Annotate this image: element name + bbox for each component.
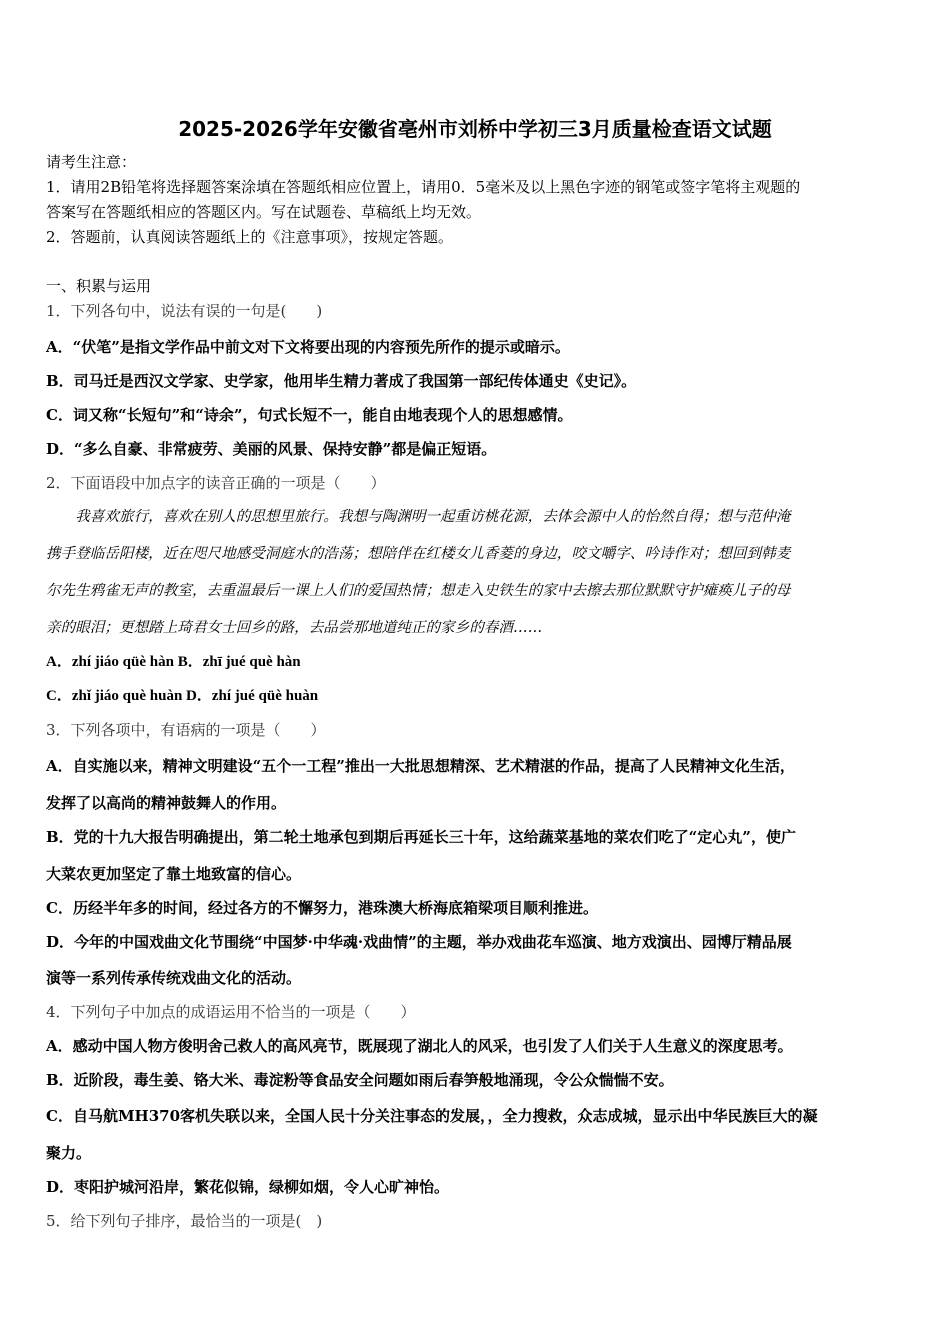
- notice-item-2: 2．答题前，认真阅读答题纸上的《注意事项》，按规定答题。: [46, 228, 454, 246]
- section-heading: 一、积累与运用: [46, 277, 152, 295]
- question-4-stem: 4．下列句子中加点的成语运用不恰当的一项是（ ）: [46, 1003, 416, 1021]
- question-5-stem: 5．给下列句子排序，最恰当的一项是( ): [46, 1212, 323, 1230]
- page-title: 2025-2026学年安徽省亳州市刘桥中学初三3月质量检查语文试题: [178, 117, 772, 141]
- question-1-option-b: B．司马迁是西汉文学家、史学家，他用毕生精力著成了我国第一部纪传体通史《史记》。: [46, 372, 637, 390]
- question-4-option-c-line-2: 聚力。: [46, 1144, 92, 1162]
- question-4-option-d: D．枣阳护城河沿岸，繁花似锦，绿柳如烟，令人心旷神怡。: [46, 1178, 450, 1196]
- question-1-option-a: A．“伏笔”是指文学作品中前文对下文将要出现的内容预先所作的提示或暗示。: [46, 338, 570, 356]
- question-2-passage-line-1: 我喜欢旅行，喜欢在别人的思想里旅行。我想与陶渊明一起重访桃花源，去体会源中人的怡然自得；想与范仲淹: [46, 508, 791, 525]
- question-1-option-c: C．词又称“长短句”和“诗余”，句式长短不一，能自由地表现个人的思想感情。: [46, 406, 573, 424]
- question-2-passage-line-2: 携手登临岳阳楼，近在咫尺地感受洞庭水的浩荡；想陪伴在红楼女儿香菱的身边，咬文嚼字、吟诗作对；想回到韩麦: [46, 545, 791, 562]
- question-4-option-c-line-1: C．自马航MH370客机失联以来，全国人民十分关注事态的发展，，全力搜救，众志成城，显示出中华民族巨大的凝: [46, 1107, 818, 1125]
- question-3-option-a-line-1: A．自实施以来，精神文明建设“五个一工程”推出一大批思想精深、艺术精湛的作品，提高了人民精神文化生活，: [46, 757, 795, 775]
- notice-item-1-line-1: 1．请用2B铅笔将选择题答案涂填在答题纸相应位置上，请用0．5毫米及以上黑色字迹的钢笔或签字笔将主观题的: [46, 178, 801, 196]
- question-4-option-b: B．近阶段，毒生姜、铬大米、毒淀粉等食品安全问题如雨后春笋般地涌现，令公众惴惴不安。: [46, 1071, 674, 1089]
- question-2-passage-line-4: 亲的眼泪；更想踏上琦君女士回乡的路，去品尝那地道纯正的家乡的春酒……: [46, 619, 543, 636]
- question-2-passage-line-3: 尔先生鸦雀无声的教室，去重温最后一课上人们的爱国热情；想走入史铁生的家中去擦去那位默默守护瘫痪儿子的母: [46, 582, 791, 599]
- question-3-option-b-line-1: B．党的十九大报告明确提出，第二轮土地承包到期后再延长三十年，这给蔬菜基地的菜农们吃了“定心丸”，使广: [46, 828, 796, 846]
- question-3-option-d-line-2: 演等一系列传承传统戏曲文化的活动。: [46, 969, 302, 987]
- question-2-stem: 2．下面语段中加点字的读音正确的一项是（ ）: [46, 474, 386, 492]
- question-1-option-d: D．“多么自豪、非常疲劳、美丽的风景、保持安静”都是偏正短语。: [46, 440, 497, 458]
- question-3-option-b-line-2: 大菜农更加坚定了靠土地致富的信心。: [46, 865, 302, 883]
- question-3-option-a-line-2: 发挥了以高尚的精神鼓舞人的作用。: [46, 794, 287, 812]
- question-3-stem: 3．下列各项中，有语病的一项是（ ）: [46, 721, 326, 739]
- question-2-options-cd: C．zhǐ jiáo què huàn D．zhí jué qüè huàn: [46, 688, 319, 704]
- notice-heading: 请考生注意：: [46, 153, 137, 171]
- question-4-option-a: A．感动中国人物方俊明舍己救人的高风亮节，既展现了湖北人的风采，也引发了人们关于人生意义的深度思考。: [46, 1037, 793, 1055]
- question-3-option-d-line-1: D．今年的中国戏曲文化节围绕“中国梦·中华魂·戏曲情”的主题，举办戏曲花车巡演、地方戏演出、园博厅精品展: [46, 933, 792, 951]
- question-2-options-ab: A．zhí jiáo qüè hàn B．zhī jué què hàn: [46, 654, 301, 670]
- question-1-stem: 1．下列各句中，说法有误的一句是( ): [46, 302, 323, 320]
- notice-item-1-line-2: 答案写在答题纸相应的答题区内。写在试题卷、草稿纸上均无效。: [46, 203, 482, 221]
- question-3-option-c: C．历经半年多的时间，经过各方的不懈努力，港珠澳大桥海底箱梁项目顺利推进。: [46, 899, 598, 917]
